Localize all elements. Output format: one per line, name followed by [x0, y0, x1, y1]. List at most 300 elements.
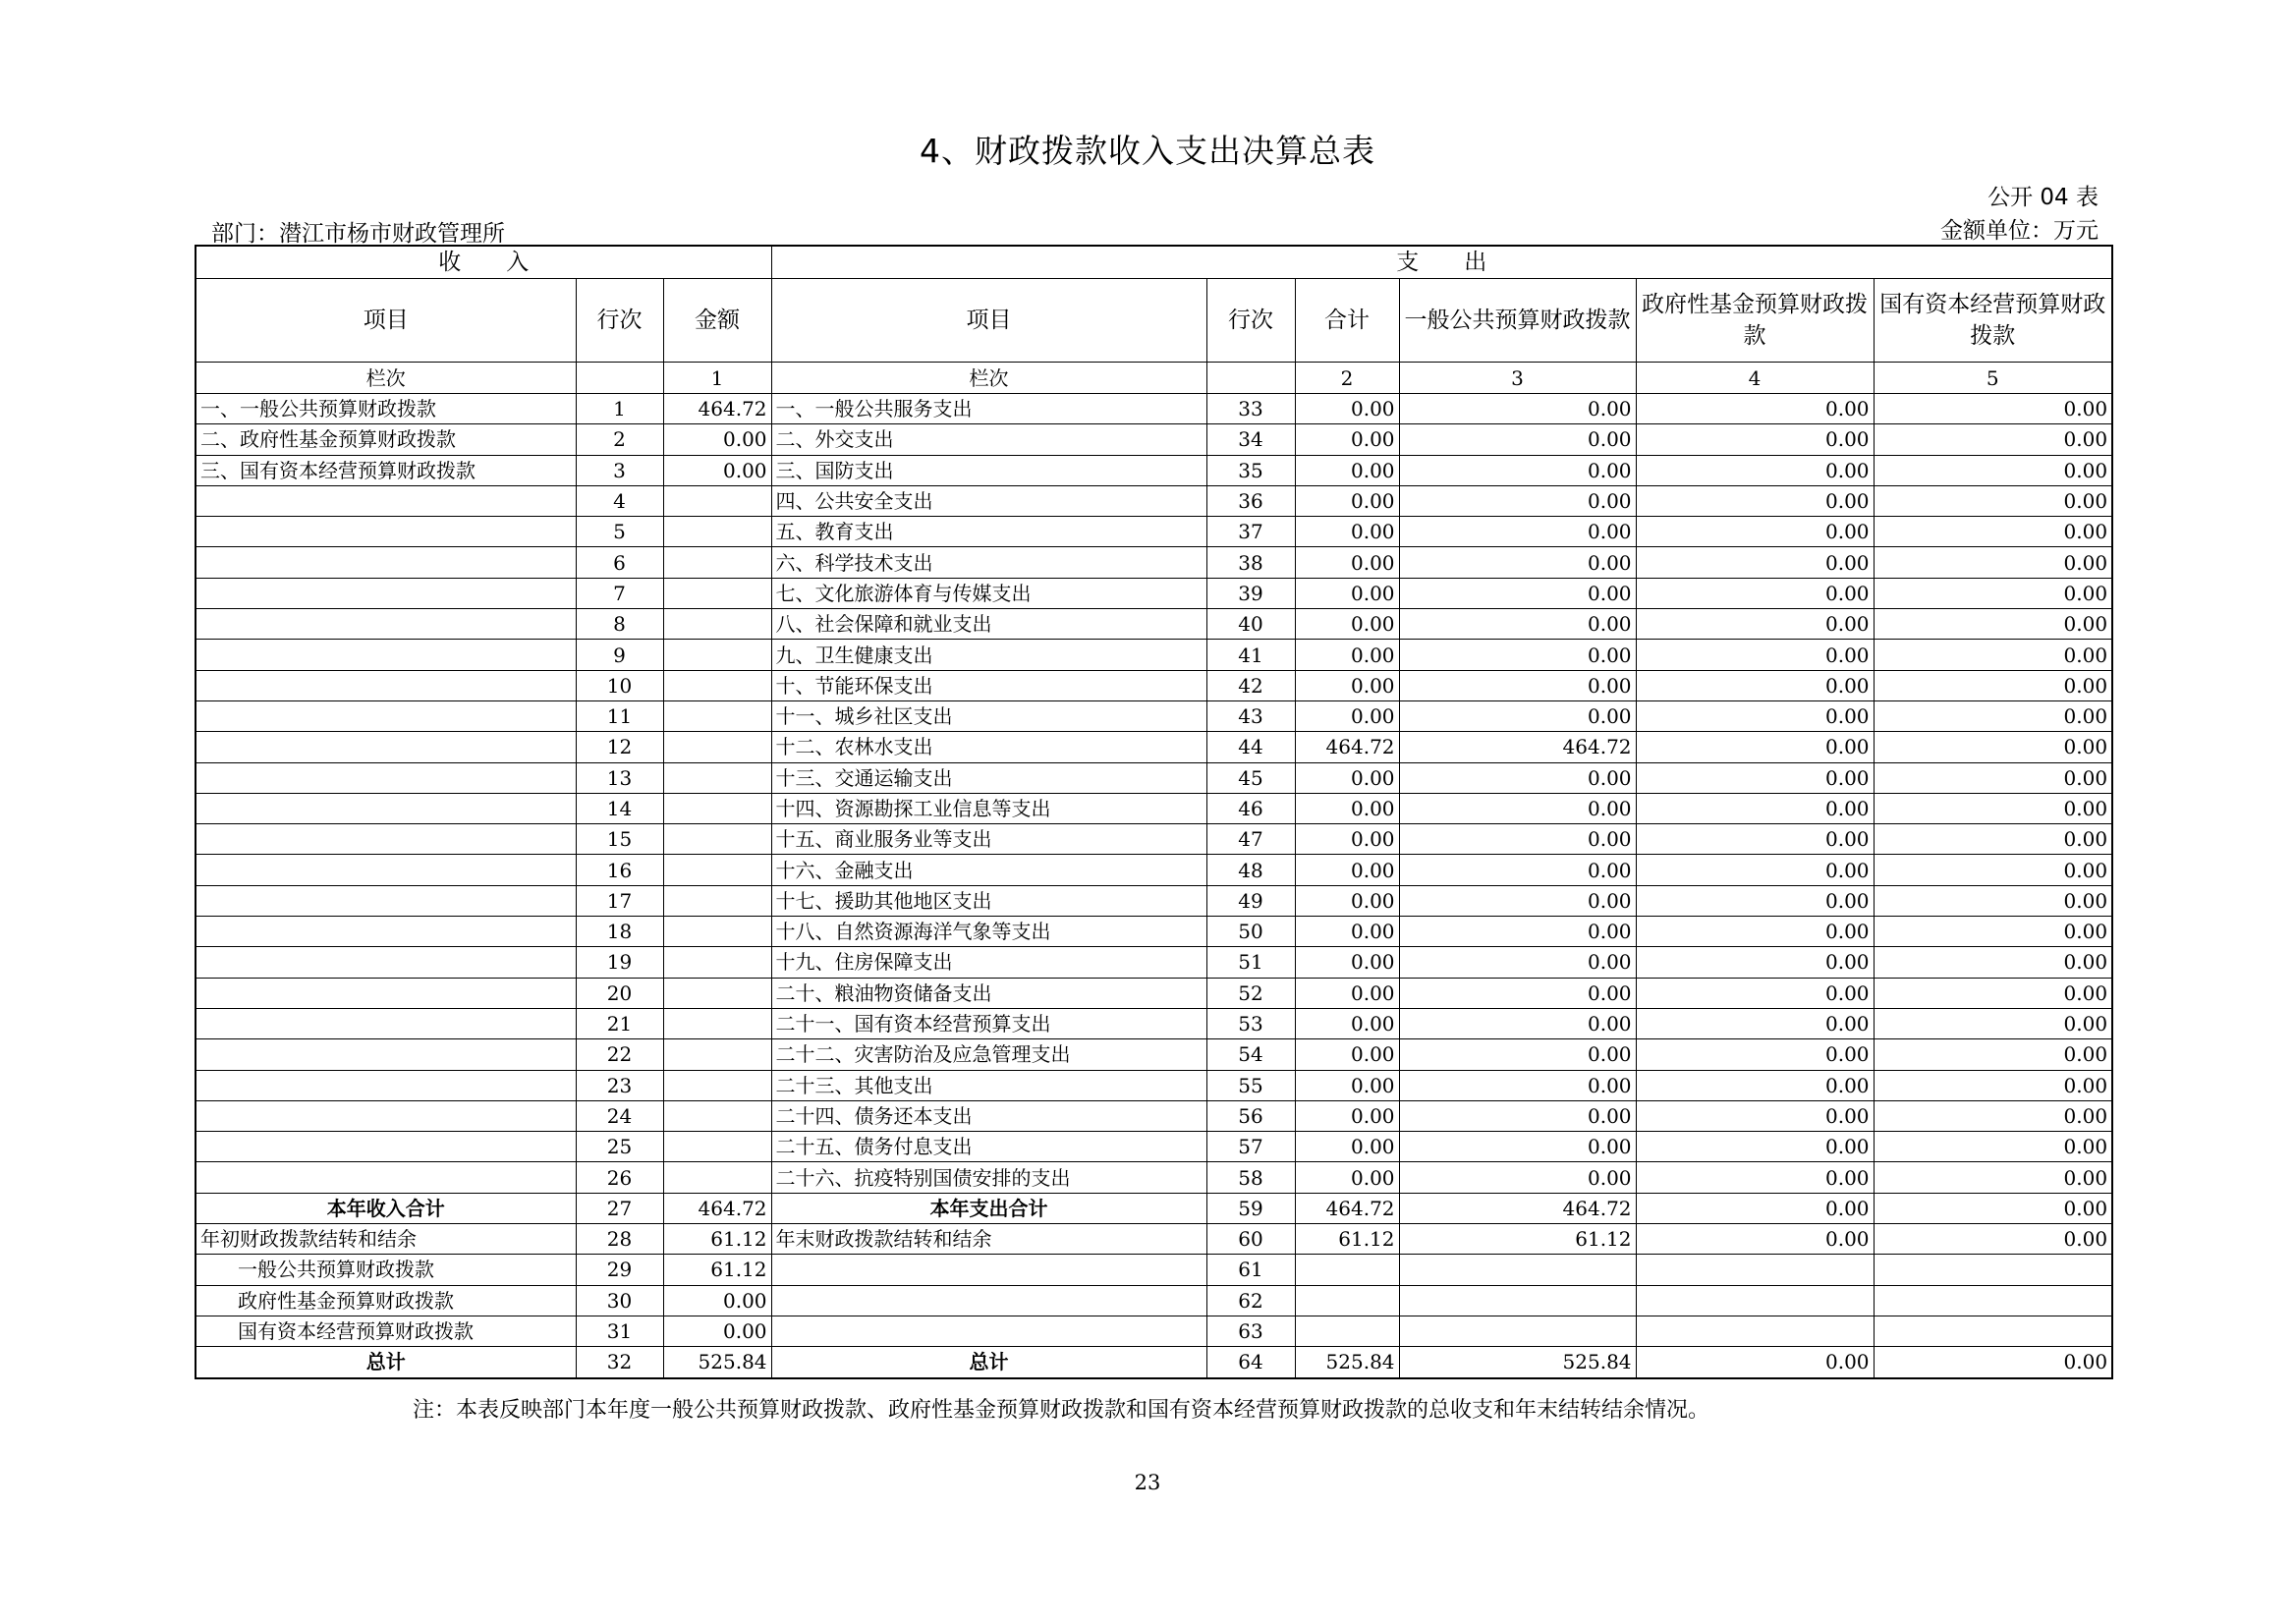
general-budget-amount-cell: 0.00: [1399, 547, 1636, 578]
table-row: [196, 609, 2112, 640]
table-row: [196, 855, 2112, 885]
gov-fund-amount-cell: 0.00: [1636, 609, 1874, 640]
income-amount-cell: [663, 762, 771, 793]
income-row-no-cell: 17: [576, 885, 663, 916]
state-capital-amount-cell: 0.00: [1874, 455, 2112, 485]
expense-item-cell: 十、节能环保支出: [771, 670, 1206, 700]
general-budget-amount-cell: 464.72: [1399, 1193, 1636, 1223]
gov-fund-amount-cell: 0.00: [1636, 517, 1874, 547]
state-capital-amount-cell: 0.00: [1874, 517, 2112, 547]
gov-fund-amount-cell: 0.00: [1636, 793, 1874, 823]
income-item-cell: [196, 517, 576, 547]
expense-row-no-cell: 48: [1206, 855, 1295, 885]
table-row: [196, 394, 2112, 424]
state-capital-amount-cell: [1874, 1255, 2112, 1285]
col-index-2: 2: [1295, 363, 1399, 394]
expense-item-cell: 一、一般公共服务支出: [771, 394, 1206, 424]
col-index-blank-2: [1206, 363, 1295, 394]
gov-fund-amount-cell: 0.00: [1636, 917, 1874, 947]
table-row: [196, 1039, 2112, 1070]
expense-total-cell: 0.00: [1295, 670, 1399, 700]
general-budget-amount-cell: 0.00: [1399, 578, 1636, 608]
col-label: 栏次: [196, 363, 576, 394]
expense-total-cell: 0.00: [1295, 455, 1399, 485]
state-capital-amount-cell: 0.00: [1874, 670, 2112, 700]
expense-total-cell: 0.00: [1295, 793, 1399, 823]
income-row-no-cell: 32: [576, 1347, 663, 1378]
state-capital-amount-cell: 0.00: [1874, 1039, 2112, 1070]
general-budget-amount-cell: 0.00: [1399, 609, 1636, 640]
expense-total-cell: 0.00: [1295, 978, 1399, 1008]
state-capital-amount-cell: 0.00: [1874, 732, 2112, 762]
state-capital-amount-cell: 0.00: [1874, 1347, 2112, 1378]
income-amount-cell: [663, 947, 771, 978]
expense-total-cell: 0.00: [1295, 485, 1399, 516]
general-budget-amount-cell: 0.00: [1399, 1008, 1636, 1038]
gov-fund-amount-cell: 0.00: [1636, 762, 1874, 793]
income-amount-cell: [663, 547, 771, 578]
expense-total-cell: 0.00: [1295, 1070, 1399, 1100]
gov-fund-amount-cell: 0.00: [1636, 855, 1874, 885]
expense-item-cell: 二十二、灾害防治及应急管理支出: [771, 1039, 1206, 1070]
income-item-cell: [196, 1162, 576, 1193]
general-budget-amount-cell: 0.00: [1399, 455, 1636, 485]
col-index-4: 4: [1636, 363, 1874, 394]
expense-total-cell: 0.00: [1295, 762, 1399, 793]
expense-row-no-cell: 59: [1206, 1193, 1295, 1223]
state-capital-amount-cell: 0.00: [1874, 700, 2112, 731]
table-row: [196, 640, 2112, 670]
state-capital-amount-cell: 0.00: [1874, 885, 2112, 916]
table-row: [196, 424, 2112, 455]
income-item-cell: 政府性基金预算财政拨款: [196, 1285, 576, 1316]
income-row-no-cell: 23: [576, 1070, 663, 1100]
income-row-no-cell: 1: [576, 394, 663, 424]
gov-fund-amount-cell: 0.00: [1636, 824, 1874, 855]
expense-row-no-cell: 54: [1206, 1039, 1295, 1070]
department-label: 部门：潜江市杨市财政管理所: [211, 221, 505, 247]
expense-row-no-cell: 51: [1206, 947, 1295, 978]
income-item-cell: [196, 793, 576, 823]
expense-total-cell: [1295, 1285, 1399, 1316]
table-row: [196, 1347, 2112, 1378]
unit-label: 金额单位：万元: [1940, 218, 2099, 244]
expense-item-cell: 九、卫生健康支出: [771, 640, 1206, 670]
income-amount-cell: [663, 1070, 771, 1100]
general-budget-amount-cell: 0.00: [1399, 640, 1636, 670]
gov-fund-amount-cell: [1636, 1255, 1874, 1285]
expense-total-cell: 0.00: [1295, 640, 1399, 670]
general-budget-amount-cell: 0.00: [1399, 1132, 1636, 1162]
gov-fund-amount-cell: 0.00: [1636, 578, 1874, 608]
table-row: [196, 1132, 2112, 1162]
income-group-header: 收 入: [196, 246, 771, 279]
general-budget-amount-cell: 0.00: [1399, 670, 1636, 700]
gov-fund-amount-cell: 0.00: [1636, 1039, 1874, 1070]
income-row-no-header: 行次: [576, 279, 663, 363]
income-row-no-cell: 28: [576, 1224, 663, 1255]
expense-item-cell: 二十四、债务还本支出: [771, 1100, 1206, 1131]
expense-item-cell: 二十三、其他支出: [771, 1070, 1206, 1100]
income-item-cell: 三、国有资本经营预算财政拨款: [196, 455, 576, 485]
gov-fund-amount-cell: 0.00: [1636, 700, 1874, 731]
income-row-no-cell: 26: [576, 1162, 663, 1193]
expense-total-cell: [1295, 1316, 1399, 1346]
income-row-no-cell: 4: [576, 485, 663, 516]
income-amount-header: 金额: [663, 279, 771, 363]
expense-row-no-cell: 38: [1206, 547, 1295, 578]
income-amount-cell: [663, 1100, 771, 1131]
gov-fund-header: 政府性基金预算财政拨款: [1636, 279, 1874, 363]
expense-item-cell: 十八、自然资源海洋气象等支出: [771, 917, 1206, 947]
state-capital-amount-cell: 0.00: [1874, 424, 2112, 455]
gov-fund-amount-cell: 0.00: [1636, 885, 1874, 916]
income-row-no-cell: 6: [576, 547, 663, 578]
general-budget-amount-cell: 0.00: [1399, 517, 1636, 547]
income-amount-cell: [663, 670, 771, 700]
income-item-cell: [196, 485, 576, 516]
state-capital-amount-cell: 0.00: [1874, 762, 2112, 793]
expense-row-no-cell: 50: [1206, 917, 1295, 947]
expense-total-cell: 0.00: [1295, 424, 1399, 455]
general-budget-amount-cell: 0.00: [1399, 1039, 1636, 1070]
expense-item-cell: [771, 1285, 1206, 1316]
expense-total-cell: 61.12: [1295, 1224, 1399, 1255]
income-amount-cell: [663, 485, 771, 516]
income-row-no-cell: 15: [576, 824, 663, 855]
income-amount-cell: [663, 1008, 771, 1038]
income-row-no-cell: 30: [576, 1285, 663, 1316]
income-row-no-cell: 14: [576, 793, 663, 823]
income-row-no-cell: 11: [576, 700, 663, 731]
income-amount-cell: [663, 1132, 771, 1162]
income-row-no-cell: 18: [576, 917, 663, 947]
expense-row-no-cell: 49: [1206, 885, 1295, 916]
expense-row-no-cell: 42: [1206, 670, 1295, 700]
expense-total-cell: 0.00: [1295, 1039, 1399, 1070]
expense-item-cell: 十四、资源勘探工业信息等支出: [771, 793, 1206, 823]
table-row: [196, 578, 2112, 608]
expense-item-cell: 十七、援助其他地区支出: [771, 885, 1206, 916]
income-row-no-cell: 31: [576, 1316, 663, 1346]
state-capital-amount-cell: 0.00: [1874, 1162, 2112, 1193]
gov-fund-amount-cell: 0.00: [1636, 978, 1874, 1008]
general-budget-amount-cell: 0.00: [1399, 394, 1636, 424]
general-budget-amount-cell: 0.00: [1399, 485, 1636, 516]
gov-fund-amount-cell: 0.00: [1636, 424, 1874, 455]
general-budget-amount-cell: 0.00: [1399, 978, 1636, 1008]
state-capital-amount-cell: 0.00: [1874, 394, 2112, 424]
general-budget-amount-cell: 0.00: [1399, 793, 1636, 823]
income-item-cell: 总计: [196, 1347, 576, 1378]
income-amount-cell: [663, 885, 771, 916]
income-amount-cell: 0.00: [663, 455, 771, 485]
income-amount-cell: [663, 917, 771, 947]
income-item-cell: [196, 824, 576, 855]
income-amount-cell: [663, 700, 771, 731]
expense-total-cell: 0.00: [1295, 394, 1399, 424]
table-row: [196, 670, 2112, 700]
gov-fund-amount-cell: 0.00: [1636, 732, 1874, 762]
gov-fund-amount-cell: 0.00: [1636, 670, 1874, 700]
expense-item-cell: 十一、城乡社区支出: [771, 700, 1206, 731]
total-header: 合计: [1295, 279, 1399, 363]
income-row-no-cell: 24: [576, 1100, 663, 1131]
general-budget-amount-cell: 525.84: [1399, 1347, 1636, 1378]
income-row-no-cell: 10: [576, 670, 663, 700]
col-index-5: 5: [1874, 363, 2112, 394]
income-item-cell: 一般公共预算财政拨款: [196, 1255, 576, 1285]
income-row-no-cell: 20: [576, 978, 663, 1008]
state-capital-amount-cell: 0.00: [1874, 1100, 2112, 1131]
gov-fund-amount-cell: 0.00: [1636, 1224, 1874, 1255]
expense-row-no-cell: 63: [1206, 1316, 1295, 1346]
income-row-no-cell: 29: [576, 1255, 663, 1285]
state-capital-amount-cell: 0.00: [1874, 917, 2112, 947]
table-row: [196, 917, 2112, 947]
expense-item-cell: [771, 1255, 1206, 1285]
footnote: 注：本表反映部门本年度一般公共预算财政拨款、政府性基金预算财政拨款和国有资本经营预算财政拨款的总收支和年末结转结余情况。: [413, 1398, 1710, 1423]
income-item-cell: 一、一般公共预算财政拨款: [196, 394, 576, 424]
income-amount-cell: [663, 824, 771, 855]
income-amount-cell: [663, 978, 771, 1008]
page-number: 23: [1134, 1471, 1161, 1494]
income-row-no-cell: 19: [576, 947, 663, 978]
expense-item-cell: 十五、商业服务业等支出: [771, 824, 1206, 855]
gov-fund-amount-cell: 0.00: [1636, 1193, 1874, 1223]
income-amount-cell: [663, 609, 771, 640]
state-capital-header: 国有资本经营预算财政拨款: [1874, 279, 2112, 363]
expense-row-no-cell: 58: [1206, 1162, 1295, 1193]
expense-row-no-cell: 55: [1206, 1070, 1295, 1100]
table-row: [196, 824, 2112, 855]
expense-row-no-cell: 53: [1206, 1008, 1295, 1038]
expense-item-header: 项目: [771, 279, 1206, 363]
state-capital-amount-cell: [1874, 1285, 2112, 1316]
table-row: [196, 1255, 2112, 1285]
gov-fund-amount-cell: 0.00: [1636, 640, 1874, 670]
general-budget-amount-cell: 0.00: [1399, 1070, 1636, 1100]
income-amount-cell: 0.00: [663, 1285, 771, 1316]
expense-item-cell: 八、社会保障和就业支出: [771, 609, 1206, 640]
income-item-cell: [196, 855, 576, 885]
expense-row-no-cell: 52: [1206, 978, 1295, 1008]
state-capital-amount-cell: 0.00: [1874, 1193, 2112, 1223]
group-header-row: [196, 246, 2112, 279]
expense-item-cell: 六、科学技术支出: [771, 547, 1206, 578]
report-title: 4、财政拨款收入支出决算总表: [920, 132, 1375, 170]
general-budget-amount-cell: 0.00: [1399, 1162, 1636, 1193]
col-index-1: 1: [663, 363, 771, 394]
gov-fund-amount-cell: 0.00: [1636, 1070, 1874, 1100]
state-capital-amount-cell: 0.00: [1874, 547, 2112, 578]
state-capital-amount-cell: 0.00: [1874, 947, 2112, 978]
expense-total-cell: 464.72: [1295, 732, 1399, 762]
income-item-header: 项目: [196, 279, 576, 363]
income-item-cell: 本年收入合计: [196, 1193, 576, 1223]
expense-row-no-cell: 39: [1206, 578, 1295, 608]
expense-total-cell: 0.00: [1295, 700, 1399, 731]
gov-fund-amount-cell: 0.00: [1636, 455, 1874, 485]
column-index-row: [196, 363, 2112, 394]
income-item-cell: [196, 1008, 576, 1038]
gov-fund-amount-cell: 0.00: [1636, 1008, 1874, 1038]
expense-row-no-cell: 35: [1206, 455, 1295, 485]
state-capital-amount-cell: 0.00: [1874, 824, 2112, 855]
expense-row-no-cell: 56: [1206, 1100, 1295, 1131]
income-item-cell: 年初财政拨款结转和结余: [196, 1224, 576, 1255]
expense-item-cell: 十九、住房保障支出: [771, 947, 1206, 978]
table-row: [196, 517, 2112, 547]
gov-fund-amount-cell: [1636, 1285, 1874, 1316]
income-row-no-cell: 27: [576, 1193, 663, 1223]
gov-fund-amount-cell: 0.00: [1636, 394, 1874, 424]
state-capital-amount-cell: 0.00: [1874, 1224, 2112, 1255]
state-capital-amount-cell: 0.00: [1874, 578, 2112, 608]
income-row-no-cell: 5: [576, 517, 663, 547]
expense-item-cell: 本年支出合计: [771, 1193, 1206, 1223]
income-item-cell: [196, 670, 576, 700]
general-budget-header: 一般公共预算财政拨款: [1399, 279, 1636, 363]
expense-total-cell: 0.00: [1295, 1162, 1399, 1193]
income-item-cell: [196, 640, 576, 670]
state-capital-amount-cell: 0.00: [1874, 855, 2112, 885]
income-item-cell: [196, 885, 576, 916]
general-budget-amount-cell: 464.72: [1399, 732, 1636, 762]
income-amount-cell: 61.12: [663, 1255, 771, 1285]
col-label-2: 栏次: [771, 363, 1206, 394]
income-row-no-cell: 9: [576, 640, 663, 670]
table-row: [196, 1100, 2112, 1131]
state-capital-amount-cell: 0.00: [1874, 640, 2112, 670]
table-row: [196, 885, 2112, 916]
state-capital-amount-cell: 0.00: [1874, 609, 2112, 640]
gov-fund-amount-cell: 0.00: [1636, 947, 1874, 978]
income-amount-cell: 525.84: [663, 1347, 771, 1378]
expense-row-no-cell: 43: [1206, 700, 1295, 731]
expense-total-cell: 0.00: [1295, 885, 1399, 916]
income-item-cell: [196, 978, 576, 1008]
gov-fund-amount-cell: 0.00: [1636, 1100, 1874, 1131]
income-row-no-cell: 25: [576, 1132, 663, 1162]
expense-item-cell: 总计: [771, 1347, 1206, 1378]
table-row: [196, 793, 2112, 823]
state-capital-amount-cell: 0.00: [1874, 793, 2112, 823]
income-item-cell: [196, 732, 576, 762]
state-capital-amount-cell: 0.00: [1874, 978, 2112, 1008]
table-row: [196, 1008, 2112, 1038]
expense-total-cell: 0.00: [1295, 517, 1399, 547]
expense-item-cell: 十六、金融支出: [771, 855, 1206, 885]
expense-total-cell: 464.72: [1295, 1193, 1399, 1223]
state-capital-amount-cell: 0.00: [1874, 1008, 2112, 1038]
income-amount-cell: 464.72: [663, 394, 771, 424]
general-budget-amount-cell: 0.00: [1399, 855, 1636, 885]
income-row-no-cell: 13: [576, 762, 663, 793]
expense-row-no-cell: 41: [1206, 640, 1295, 670]
expense-row-no-cell: 62: [1206, 1285, 1295, 1316]
expense-total-cell: 0.00: [1295, 947, 1399, 978]
expense-item-cell: 十二、农林水支出: [771, 732, 1206, 762]
expense-item-cell: [771, 1316, 1206, 1346]
expense-item-cell: 二十一、国有资本经营预算支出: [771, 1008, 1206, 1038]
expense-total-cell: 0.00: [1295, 578, 1399, 608]
gov-fund-amount-cell: 0.00: [1636, 1132, 1874, 1162]
income-amount-cell: [663, 732, 771, 762]
table-row: [196, 1193, 2112, 1223]
expense-total-cell: 0.00: [1295, 1008, 1399, 1038]
expense-total-cell: 525.84: [1295, 1347, 1399, 1378]
expense-row-no-cell: 45: [1206, 762, 1295, 793]
income-item-cell: 二、政府性基金预算财政拨款: [196, 424, 576, 455]
general-budget-amount-cell: 61.12: [1399, 1224, 1636, 1255]
general-budget-amount-cell: 0.00: [1399, 424, 1636, 455]
income-amount-cell: [663, 640, 771, 670]
income-amount-cell: 0.00: [663, 424, 771, 455]
gov-fund-amount-cell: 0.00: [1636, 1162, 1874, 1193]
income-row-no-cell: 2: [576, 424, 663, 455]
expense-total-cell: 0.00: [1295, 547, 1399, 578]
expense-item-cell: 二十、粮油物资储备支出: [771, 978, 1206, 1008]
expense-row-no-cell: 61: [1206, 1255, 1295, 1285]
general-budget-amount-cell: 0.00: [1399, 917, 1636, 947]
general-budget-amount-cell: [1399, 1255, 1636, 1285]
general-budget-amount-cell: 0.00: [1399, 885, 1636, 916]
table-row: [196, 762, 2112, 793]
income-row-no-cell: 21: [576, 1008, 663, 1038]
expense-total-cell: [1295, 1255, 1399, 1285]
col-index-blank: [576, 363, 663, 394]
income-row-no-cell: 7: [576, 578, 663, 608]
table-row: [196, 547, 2112, 578]
expense-row-no-cell: 44: [1206, 732, 1295, 762]
income-item-cell: 国有资本经营预算财政拨款: [196, 1316, 576, 1346]
state-capital-amount-cell: 0.00: [1874, 1070, 2112, 1100]
gov-fund-amount-cell: [1636, 1316, 1874, 1346]
general-budget-amount-cell: 0.00: [1399, 947, 1636, 978]
expense-row-no-cell: 34: [1206, 424, 1295, 455]
state-capital-amount-cell: 0.00: [1874, 485, 2112, 516]
expense-row-no-cell: 46: [1206, 793, 1295, 823]
general-budget-amount-cell: 0.00: [1399, 1100, 1636, 1131]
expense-item-cell: 二十六、抗疫特别国债安排的支出: [771, 1162, 1206, 1193]
general-budget-amount-cell: [1399, 1316, 1636, 1346]
expense-total-cell: 0.00: [1295, 855, 1399, 885]
table-row: [196, 485, 2112, 516]
income-item-cell: [196, 1070, 576, 1100]
general-budget-amount-cell: 0.00: [1399, 700, 1636, 731]
income-item-cell: [196, 762, 576, 793]
table-row: [196, 700, 2112, 731]
income-item-cell: [196, 917, 576, 947]
table-row: [196, 947, 2112, 978]
expense-item-cell: 年末财政拨款结转和结余: [771, 1224, 1206, 1255]
income-amount-cell: 464.72: [663, 1193, 771, 1223]
table-row: [196, 732, 2112, 762]
table-row: [196, 978, 2112, 1008]
income-row-no-cell: 3: [576, 455, 663, 485]
income-amount-cell: 0.00: [663, 1316, 771, 1346]
income-row-no-cell: 8: [576, 609, 663, 640]
column-header-row: [196, 279, 2112, 363]
expense-item-cell: 四、公共安全支出: [771, 485, 1206, 516]
income-amount-cell: 61.12: [663, 1224, 771, 1255]
income-item-cell: [196, 1100, 576, 1131]
income-item-cell: [196, 578, 576, 608]
expense-item-cell: 二十五、债务付息支出: [771, 1132, 1206, 1162]
income-row-no-cell: 16: [576, 855, 663, 885]
expense-row-no-cell: 33: [1206, 394, 1295, 424]
